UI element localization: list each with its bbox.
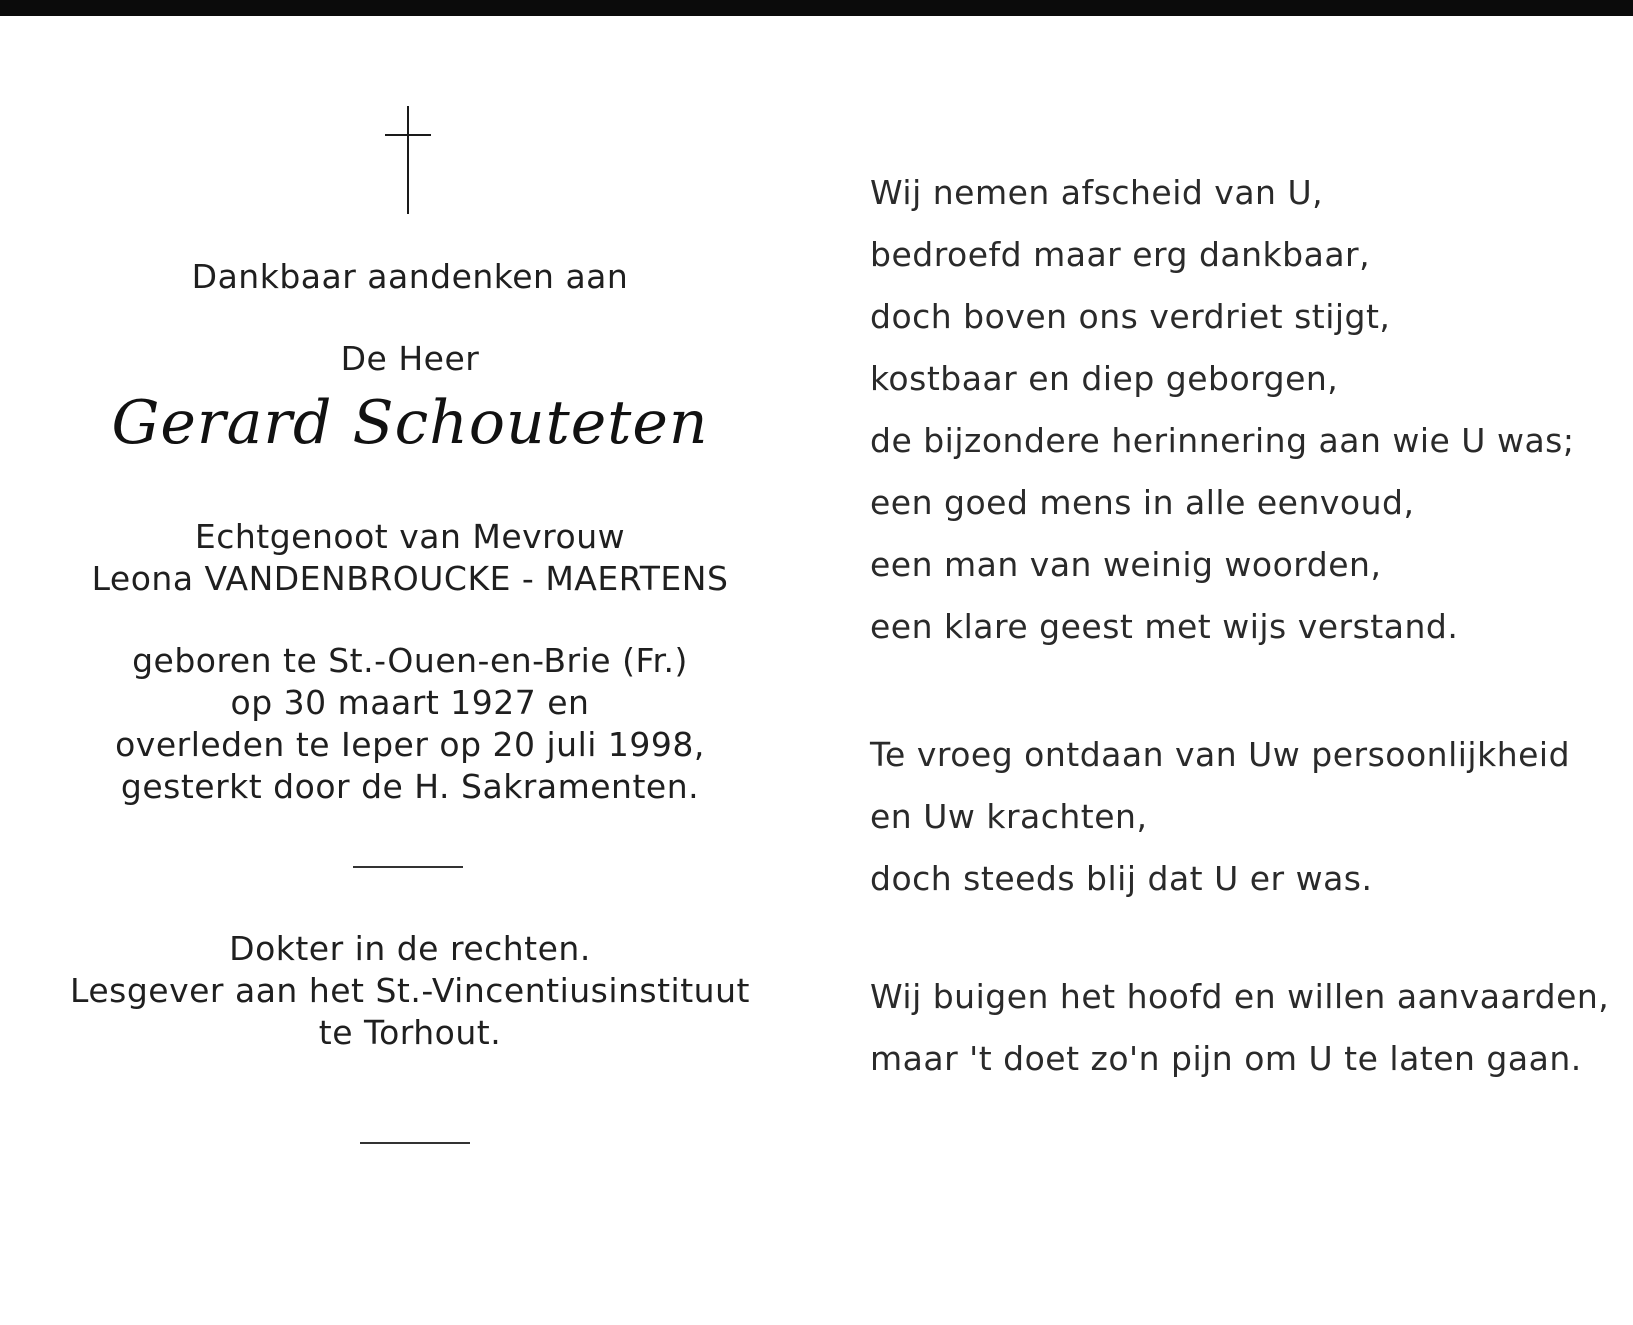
profession-line: Lesgever aan het St.-Vincentiusinstituut <box>70 971 750 1010</box>
divider-2 <box>360 1142 470 1144</box>
poem-stanza-2 <box>870 724 1610 910</box>
spouse-line-1: Echtgenoot van Mevrouw <box>194 517 626 556</box>
scan-top-border <box>0 0 1633 16</box>
salutation: De Heer <box>340 339 480 378</box>
poem-line: bedroefd maar erg dankbaar, <box>870 235 1371 274</box>
birth-death-block <box>40 640 780 808</box>
birth-death-line: gesterkt door de H. Sakramenten. <box>120 767 700 806</box>
poem-line: Wij nemen afscheid van U, <box>870 173 1324 212</box>
poem-line: een goed mens in alle eenvoud, <box>870 483 1415 522</box>
poem-stanza-1 <box>870 162 1610 658</box>
profession-line: Dokter in de rechten. <box>229 929 591 968</box>
memorial-card <box>0 16 1633 1325</box>
divider-1 <box>353 866 463 868</box>
deceased-name: Gerard Schouteten <box>111 388 709 458</box>
poem-line: doch steeds blij dat U er was. <box>870 859 1373 898</box>
profession-block <box>40 928 780 1054</box>
poem-line: maar 't doet zo'n pijn om U te laten gaan. <box>870 1039 1582 1078</box>
poem-line: doch boven ons verdriet stijgt, <box>870 297 1391 336</box>
birth-death-line: overleden te Ieper op 20 juli 1998, <box>115 725 705 764</box>
intro-text: Dankbaar aandenken aan <box>191 257 629 296</box>
poem-line: en Uw krachten, <box>870 797 1148 836</box>
spouse-block <box>40 516 780 600</box>
poem-stanza-3 <box>870 966 1610 1090</box>
poem-line: Wij buigen het hoofd en willen aanvaarden, <box>870 977 1610 1016</box>
spouse-line-2: Leona VANDENBROUCKE - MAERTENS <box>91 559 729 598</box>
cross-icon <box>385 106 431 214</box>
poem-line: een man van weinig woorden, <box>870 545 1382 584</box>
poem-line: een klare geest met wijs verstand. <box>870 607 1459 646</box>
poem-line: Te vroeg ontdaan van Uw persoonlijkheid <box>870 735 1571 774</box>
birth-death-line: geboren te St.-Ouen-en-Brie (Fr.) <box>132 641 688 680</box>
birth-death-line: op 30 maart 1927 en <box>230 683 590 722</box>
profession-line: te Torhout. <box>318 1013 502 1052</box>
poem-line: de bijzondere herinnering aan wie U was; <box>870 421 1575 460</box>
poem-line: kostbaar en diep geborgen, <box>870 359 1339 398</box>
